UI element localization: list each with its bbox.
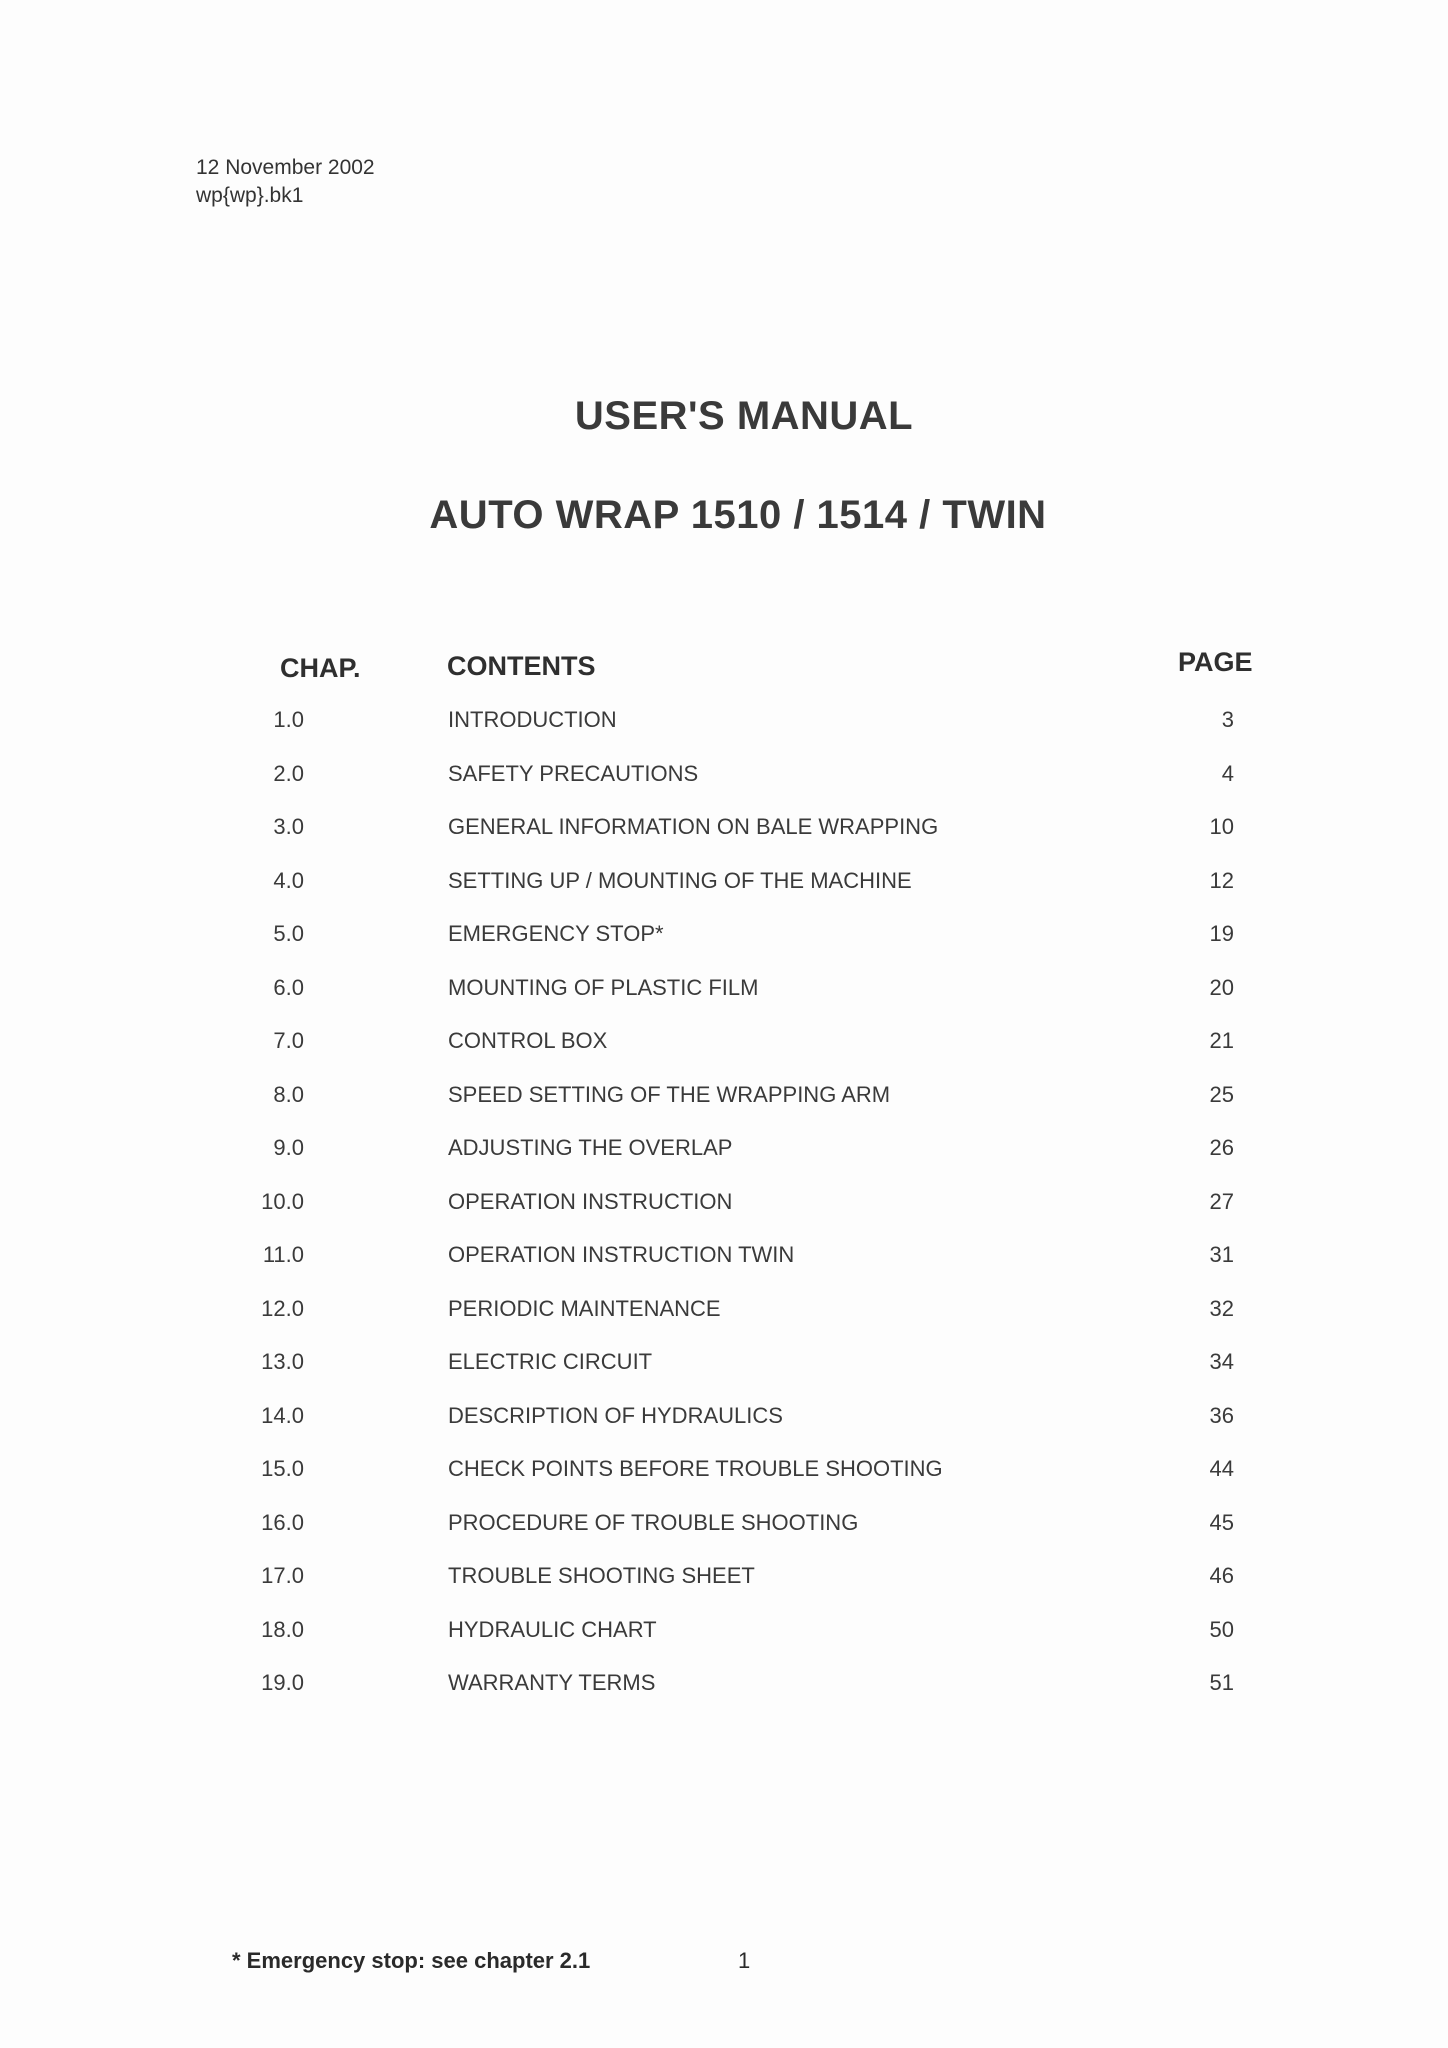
toc-row — [0, 921, 1448, 975]
toc-chapter-number: 16.0 — [261, 1509, 304, 1535]
document-subtitle: AUTO WRAP 1510 / 1514 / TWIN — [429, 493, 1047, 537]
toc-chapter-title: SAFETY PRECAUTIONS — [448, 760, 699, 786]
toc-chapter-title: PROCEDURE OF TROUBLE SHOOTING — [448, 1509, 859, 1535]
toc-row — [0, 1028, 1448, 1082]
toc-chapter-title: ELECTRIC CIRCUIT — [448, 1349, 653, 1374]
toc-row — [0, 1670, 1448, 1724]
toc-chapter-number: 5.0 — [273, 921, 304, 946]
page-number: 1 — [738, 1948, 751, 1973]
toc-page-number: 50 — [1209, 1616, 1234, 1642]
toc-chapter-title: ADJUSTING THE OVERLAP — [448, 1135, 733, 1160]
document-meta — [196, 154, 375, 210]
toc-row — [0, 1189, 1448, 1243]
toc-chapter-number: 17.0 — [261, 1563, 304, 1588]
toc-row — [0, 814, 1448, 868]
toc-chapter-number: 19.0 — [261, 1670, 304, 1695]
toc-page-number: 20 — [1209, 974, 1234, 1000]
toc-chapter-title: SETTING UP / MOUNTING OF THE MACHINE — [448, 867, 912, 893]
toc-page-number: 26 — [1209, 1135, 1234, 1160]
toc-chapter-number: 3.0 — [273, 814, 304, 839]
toc-page-number: 27 — [1209, 1188, 1234, 1214]
toc-chapter-number: 2.0 — [273, 760, 304, 786]
toc-chapter-number: 13.0 — [261, 1349, 304, 1374]
toc-row — [0, 1082, 1448, 1136]
toc-chapter-title: GENERAL INFORMATION ON BALE WRAPPING — [448, 814, 939, 839]
toc-chapter-title: WARRANTY TERMS — [448, 1670, 656, 1695]
toc-page-number: 12 — [1209, 867, 1234, 893]
toc-chapter-title: EMERGENCY STOP* — [448, 921, 664, 946]
toc-chapter-number: 11.0 — [262, 1242, 304, 1267]
toc-row — [0, 1617, 1448, 1671]
toc-page-number: 36 — [1209, 1402, 1234, 1428]
toc-chapter-title: SPEED SETTING OF THE WRAPPING ARM — [448, 1081, 891, 1107]
toc-chapter-number: 4.0 — [273, 867, 304, 893]
toc-chapter-number: 18.0 — [261, 1616, 304, 1642]
toc-page-number: 25 — [1209, 1081, 1234, 1107]
toc-row — [0, 1349, 1448, 1403]
document-title: USER'S MANUAL — [574, 394, 914, 438]
toc-page-number: 44 — [1209, 1456, 1234, 1481]
toc-chapter-title: OPERATION INSTRUCTION — [448, 1188, 733, 1214]
toc-row — [0, 761, 1448, 815]
toc-row — [0, 1296, 1448, 1350]
toc-page-number: 46 — [1209, 1563, 1234, 1588]
toc-page-number: 4 — [1221, 760, 1234, 786]
toc-row — [0, 975, 1448, 1029]
toc-chapter-title: CHECK POINTS BEFORE TROUBLE SHOOTING — [448, 1456, 943, 1481]
toc-header-chap: CHAP. — [280, 653, 361, 683]
toc-header-page: PAGE — [1178, 647, 1253, 677]
toc-chapter-title: DESCRIPTION OF HYDRAULICS — [448, 1402, 783, 1428]
toc-chapter-number: 14.0 — [261, 1402, 304, 1428]
toc-chapter-number: 6.0 — [273, 974, 304, 1000]
toc-chapter-title: INTRODUCTION — [448, 707, 617, 732]
toc-header-contents: CONTENTS — [447, 651, 596, 681]
toc-page-number: 19 — [1209, 921, 1234, 946]
document-file-ref: wp{wp}.bk1 — [196, 184, 304, 207]
toc-chapter-number: 15.0 — [261, 1456, 304, 1481]
toc-page-number: 45 — [1209, 1509, 1234, 1535]
toc-chapter-number: 9.0 — [273, 1135, 304, 1160]
toc-chapter-title: MOUNTING OF PLASTIC FILM — [448, 974, 759, 1000]
toc-row — [0, 1242, 1448, 1296]
toc-chapter-title: TROUBLE SHOOTING SHEET — [448, 1563, 755, 1588]
toc-row — [0, 868, 1448, 922]
toc-chapter-number: 1.0 — [273, 707, 304, 732]
toc-rows — [0, 707, 1448, 1724]
toc-chapter-number: 7.0 — [273, 1028, 304, 1053]
toc-row — [0, 707, 1448, 761]
toc-chapter-title: OPERATION INSTRUCTION TWIN — [448, 1242, 795, 1267]
document-date: 12 November 2002 — [196, 156, 375, 179]
toc-chapter-title: HYDRAULIC CHART — [448, 1616, 657, 1642]
toc-page-number: 32 — [1209, 1295, 1234, 1321]
toc-page-number: 10 — [1209, 814, 1234, 839]
toc-chapter-number: 12.0 — [261, 1295, 304, 1321]
toc-page-number: 34 — [1209, 1349, 1234, 1374]
toc-chapter-title: PERIODIC MAINTENANCE — [448, 1295, 721, 1321]
toc-row — [0, 1456, 1448, 1510]
toc-page-number: 51 — [1209, 1670, 1234, 1695]
toc-row — [0, 1510, 1448, 1564]
toc-chapter-number: 10.0 — [261, 1188, 304, 1214]
toc-row — [0, 1403, 1448, 1457]
toc-row — [0, 1563, 1448, 1617]
toc-page-number: 31 — [1209, 1242, 1234, 1267]
footnote: * Emergency stop: see chapter 2.1 — [232, 1948, 591, 1973]
toc-page-number: 21 — [1209, 1028, 1234, 1053]
toc-chapter-title: CONTROL BOX — [448, 1028, 608, 1053]
toc-chapter-number: 8.0 — [273, 1081, 304, 1107]
toc-row — [0, 1135, 1448, 1189]
toc-page-number: 3 — [1221, 707, 1234, 732]
